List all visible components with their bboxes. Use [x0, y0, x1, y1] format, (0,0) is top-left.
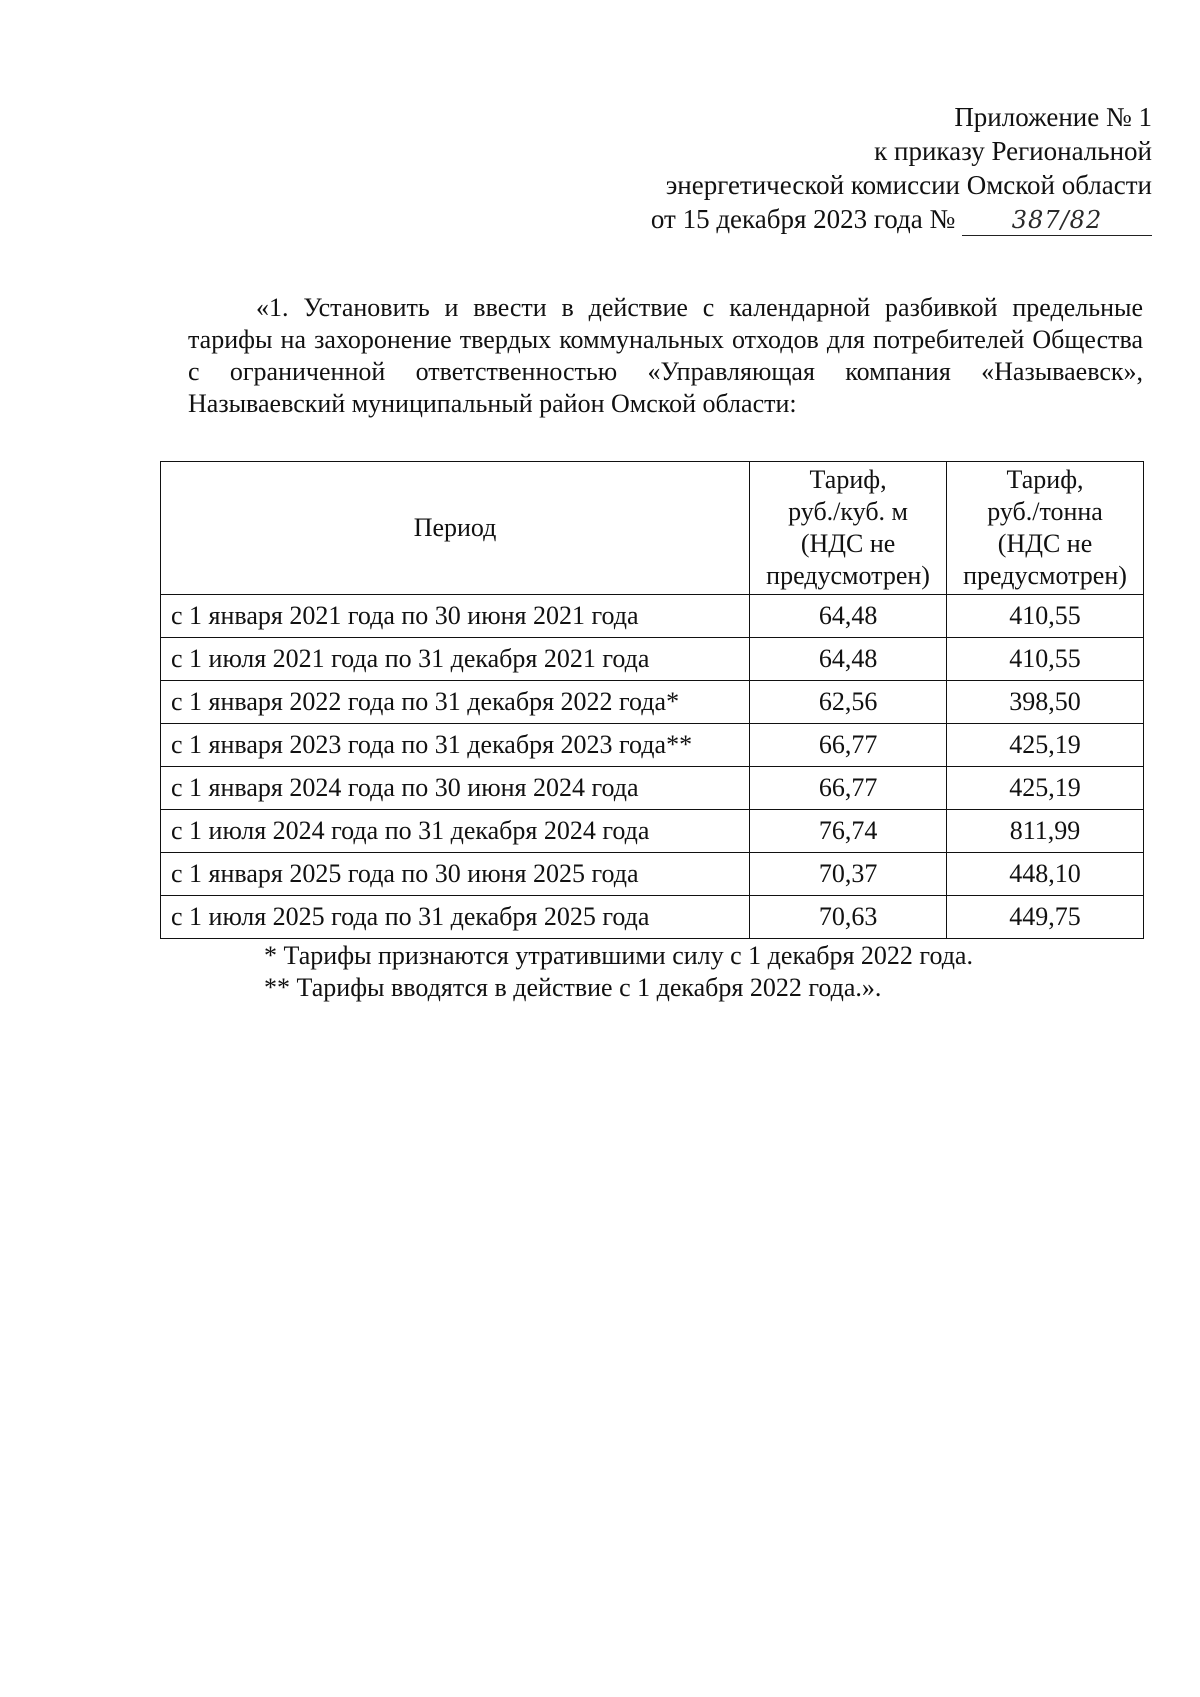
period-cell: с 1 января 2024 года по 30 июня 2024 года	[161, 767, 750, 810]
tariff-m3-cell: 66,77	[750, 724, 947, 767]
tariff-ton-cell: 410,55	[947, 638, 1144, 681]
table-row	[161, 767, 1144, 810]
tariff-ton-cell: 398,50	[947, 681, 1144, 724]
handwritten-order-number: 387/82	[962, 205, 1152, 236]
period-cell: с 1 января 2025 года по 30 июня 2025 года	[161, 853, 750, 896]
intro-paragraph: «1. Установить и ввести в действие с календарной разбивкой предельные тарифы на захоронение твердых коммунальных отходов для потребителей Общества с ограниченной ответственностью «Управляющая компания «Называевск», Называевский муниципальный район Омской области:	[188, 293, 1143, 418]
footnote-double-asterisk: ** Тарифы вводятся в действие с 1 декабря 2022 года.».	[264, 973, 882, 1002]
tariff-m3-column-header: Тариф, руб./куб. м (НДС не предусмотрен)	[750, 462, 947, 595]
tariff-ton-cell: 410,55	[947, 595, 1144, 638]
appendix-commission: энергетической комиссии Омской области	[665, 170, 1152, 200]
tariff-m3-cell: 70,37	[750, 853, 947, 896]
table-row	[161, 724, 1144, 767]
table-row	[161, 681, 1144, 724]
tariff-ton-column-header: Тариф, руб./тонна (НДС не предусмотрен)	[947, 462, 1144, 595]
period-column-header: Период	[161, 462, 750, 595]
table-row	[161, 810, 1144, 853]
period-cell: с 1 июля 2025 года по 31 декабря 2025 года	[161, 896, 750, 939]
appendix-title: Приложение № 1	[954, 102, 1152, 132]
appendix-header	[651, 100, 1152, 236]
appendix-date-line	[651, 202, 1152, 236]
period-cell: с 1 января 2023 года по 31 декабря 2023 года**	[161, 724, 750, 767]
table-row	[161, 638, 1144, 681]
tariff-ton-cell: 425,19	[947, 767, 1144, 810]
tariff-ton-cell: 449,75	[947, 896, 1144, 939]
tariff-m3-cell: 62,56	[750, 681, 947, 724]
tariff-m3-cell: 64,48	[750, 595, 947, 638]
table-row	[161, 595, 1144, 638]
period-cell: с 1 июля 2024 года по 31 декабря 2024 года	[161, 810, 750, 853]
appendix-date: от 15 декабря 2023 года №	[650, 204, 956, 234]
tariff-m3-cell: 70,63	[750, 896, 947, 939]
table-header-row	[161, 462, 1144, 595]
tariff-ton-cell: 425,19	[947, 724, 1144, 767]
tariff-m3-cell: 76,74	[750, 810, 947, 853]
appendix-order-ref: к приказу Региональной	[874, 136, 1152, 166]
tariff-m3-cell: 66,77	[750, 767, 947, 810]
tariff-ton-cell: 448,10	[947, 853, 1144, 896]
tariff-m3-cell: 64,48	[750, 638, 947, 681]
period-cell: с 1 января 2022 года по 31 декабря 2022 года*	[161, 681, 750, 724]
table-row	[161, 853, 1144, 896]
period-cell: с 1 января 2021 года по 30 июня 2021 года	[161, 595, 750, 638]
period-cell: с 1 июля 2021 года по 31 декабря 2021 года	[161, 638, 750, 681]
tariff-table	[160, 461, 1144, 939]
footnote-single-asterisk: * Тарифы признаются утратившими силу с 1 декабря 2022 года.	[264, 941, 973, 970]
table-row	[161, 896, 1144, 939]
footnotes	[264, 940, 973, 1004]
tariff-ton-cell: 811,99	[947, 810, 1144, 853]
